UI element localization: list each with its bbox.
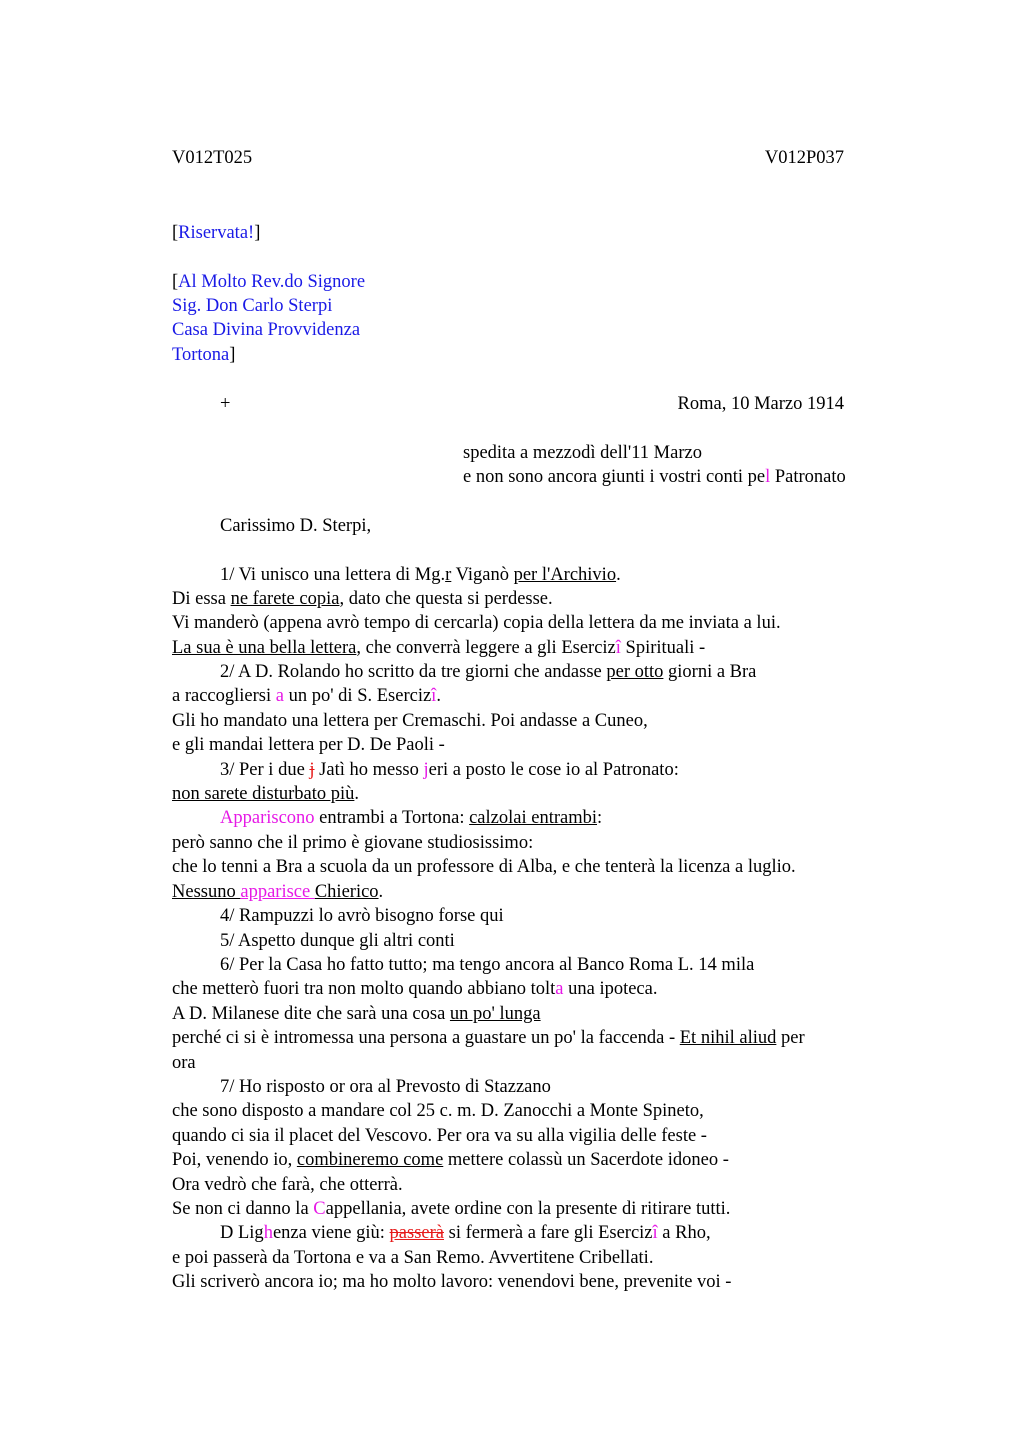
note-text-a: e non sono ancora giunti i vostri conti pe bbox=[463, 467, 766, 487]
p8-b: h bbox=[263, 1223, 273, 1243]
p2-l2b: a bbox=[275, 686, 284, 706]
p7-line-2: che sono disposto a mandare col 25 c. m. D. Zanocchi a Monte Spineto, bbox=[172, 1101, 704, 1121]
p1-l2a: Di essa bbox=[172, 589, 231, 609]
p6-l4b: Et nihil aliud bbox=[679, 1028, 777, 1048]
p6-line-1: 6/ Per la Casa ho fatto tutto; ma tengo ancora al Banco Roma L. 14 mila bbox=[220, 955, 755, 975]
p3-line-1 bbox=[220, 758, 679, 782]
p7-line-4 bbox=[172, 1148, 729, 1172]
p3-l2b: . bbox=[354, 784, 360, 804]
p3-l3d: : bbox=[597, 808, 603, 828]
p1-line-4 bbox=[172, 636, 705, 660]
riservata-text: Riservata! bbox=[178, 223, 255, 243]
p3-line-6 bbox=[172, 880, 383, 904]
p3-line-2 bbox=[172, 782, 359, 806]
p6-l4c: per bbox=[776, 1028, 805, 1048]
p7-line-1: 7/ Ho risposto or ora al Prevosto di Stazzano bbox=[220, 1077, 551, 1097]
address-line-4: Tortona] bbox=[172, 345, 236, 365]
note-text-c: Patronato bbox=[770, 467, 846, 487]
p8-line-2: e poi passerà da Tortona e va a San Remo. Avvertitene Cribellati. bbox=[172, 1248, 654, 1268]
p3-c: Jatì ho messo bbox=[314, 760, 424, 780]
p8-f: î bbox=[652, 1223, 658, 1243]
p3-e: eri a posto le cose io al Patronato: bbox=[428, 760, 679, 780]
p7-l6b: C bbox=[313, 1199, 326, 1219]
p7-l6a: Se non ci danno la bbox=[172, 1199, 314, 1219]
p3-line-5: che lo tenni a Bra a scuola da un professore di Alba, e che tenterà la licenza a luglio. bbox=[172, 857, 796, 877]
p3-d: j bbox=[423, 760, 429, 780]
letter-date: Roma, 10 Marzo 1914 bbox=[677, 394, 844, 414]
p2-b: per otto bbox=[606, 662, 664, 682]
p1-l4a: La sua è una bella lettera bbox=[172, 638, 357, 658]
p8-a: D Lig bbox=[220, 1223, 264, 1243]
p2-l2d: î bbox=[431, 686, 437, 706]
p3-l6b: apparisce bbox=[240, 882, 315, 902]
p3-l3a: Appariscono bbox=[220, 808, 315, 828]
address-line-4-text: Tortona bbox=[172, 345, 230, 365]
riservata-annotation: [Riservata!] bbox=[172, 223, 261, 243]
p8-line-1 bbox=[220, 1221, 711, 1245]
p2-a: 2/ A D. Rolando ho scritto da tre giorni che andasse bbox=[220, 662, 607, 682]
p6-line-4 bbox=[172, 1026, 805, 1050]
p7-l4c: mettere colassù un Sacerdote idoneo - bbox=[443, 1150, 729, 1170]
note-line-1: spedita a mezzodì dell'11 Marzo bbox=[463, 443, 702, 463]
p7-l4a: Poi, venendo io, bbox=[172, 1150, 297, 1170]
address-line-2: Sig. Don Carlo Sterpi bbox=[172, 296, 333, 316]
p6-line-2 bbox=[172, 977, 657, 1001]
p2-l2a: a raccogliersi bbox=[172, 686, 276, 706]
p2-c: giorni a Bra bbox=[663, 662, 757, 682]
p1-l4d: Spirituali - bbox=[620, 638, 706, 658]
p7-line-6 bbox=[172, 1197, 730, 1221]
p3-line-3 bbox=[220, 806, 602, 830]
p8-e: si fermerà a fare gli Eserciz bbox=[444, 1223, 653, 1243]
p1-l4b: , che converrà leggere a gli Eserciz bbox=[356, 638, 616, 658]
p3-l6a: Nessuno bbox=[172, 882, 241, 902]
p6-line-5: ora bbox=[172, 1053, 196, 1073]
address-line-3: Casa Divina Provvidenza bbox=[172, 320, 361, 340]
document-code-right: V012P037 bbox=[764, 148, 844, 168]
address-line-1: [Al Molto Rev.do Signore bbox=[172, 272, 366, 292]
p6-l4a: perché ci si è intromessa una persona a guastare un po' la faccenda - bbox=[172, 1028, 680, 1048]
cross-symbol: + bbox=[220, 394, 231, 414]
p6-l2c: una ipoteca. bbox=[563, 979, 658, 999]
p2-l2e: . bbox=[436, 686, 441, 706]
p4-line-1: 4/ Rampuzzi lo avrò bisogno forse qui bbox=[220, 906, 504, 926]
note-text-b: l bbox=[765, 467, 771, 487]
p3-line-4: però sanno che il primo è giovane studiosissimo: bbox=[172, 833, 534, 853]
p8-c: enza viene giù: bbox=[272, 1223, 390, 1243]
p1-l2c: , dato che questa si perdesse. bbox=[339, 589, 553, 609]
p5-line-1: 5/ Aspetto dunque gli altri conti bbox=[220, 931, 455, 951]
address-line-1-text: Al Molto Rev.do Signore bbox=[178, 272, 366, 292]
p7-l4b: combineremo come bbox=[296, 1150, 444, 1170]
p6-l2b: a bbox=[555, 979, 564, 999]
p1-l4c: î bbox=[615, 638, 621, 658]
p8-g: a Rho, bbox=[657, 1223, 711, 1243]
p3-l6d: . bbox=[378, 882, 384, 902]
p2-line-1 bbox=[220, 660, 756, 684]
p1-e: . bbox=[616, 565, 621, 585]
p3-l2: non sarete disturbato più bbox=[172, 784, 355, 804]
p7-l6c: appellania, avete ordine con la presente di ritirare tutti. bbox=[325, 1199, 731, 1219]
p3-l3c: calzolai entrambi bbox=[469, 808, 597, 828]
p3-b-struck: j bbox=[309, 760, 315, 780]
p1-d: per l'Archivio bbox=[513, 565, 617, 585]
note-line-2 bbox=[463, 465, 846, 489]
document-code-left: V012T025 bbox=[172, 148, 253, 168]
salutation: Carissimo D. Sterpi, bbox=[220, 516, 372, 536]
p8-line-3: Gli scriverò ancora io; ma ho molto lavoro: venendovi bene, prevenite voi - bbox=[172, 1272, 732, 1292]
p2-l2c: un po' di S. Eserciz bbox=[283, 686, 432, 706]
p1-l2b: ne farete copia bbox=[230, 589, 340, 609]
p3-a: 3/ Per i due bbox=[220, 760, 310, 780]
p6-l2a: che metterò fuori tra non molto quando abbiano tolt bbox=[172, 979, 556, 999]
p7-line-5: Ora vedrò che farà, che otterrà. bbox=[172, 1175, 403, 1195]
p6-l3a: A D. Milanese dite che sarà una cosa bbox=[172, 1004, 450, 1024]
p6-line-3 bbox=[172, 1002, 541, 1026]
p2-line-4: e gli mandai lettera per D. De Paoli - bbox=[172, 735, 445, 755]
p7-line-3: quando ci sia il placet del Vescovo. Per ora va su alla vigilia delle feste - bbox=[172, 1126, 707, 1146]
p2-line-2 bbox=[172, 684, 441, 708]
p6-l3b: un po' lunga bbox=[449, 1004, 541, 1024]
p1-a: 1/ Vi unisco una lettera di Mg. bbox=[220, 565, 446, 585]
p8-d-struck: passerà bbox=[389, 1223, 444, 1243]
p1-line-3: Vi manderò (appena avrò tempo di cercarla) copia della lettera da me inviata a lui. bbox=[172, 613, 781, 633]
p1-line-2 bbox=[172, 587, 553, 611]
p1-c: Viganò bbox=[451, 565, 514, 585]
p1-b: r bbox=[445, 565, 452, 585]
p3-l6c: Chierico bbox=[314, 882, 379, 902]
p1-line-1 bbox=[220, 563, 621, 587]
p2-line-3: Gli ho mandato una lettera per Cremaschi. Poi andasse a Cuneo, bbox=[172, 711, 648, 731]
p3-l3b: entrambi a Tortona: bbox=[314, 808, 470, 828]
